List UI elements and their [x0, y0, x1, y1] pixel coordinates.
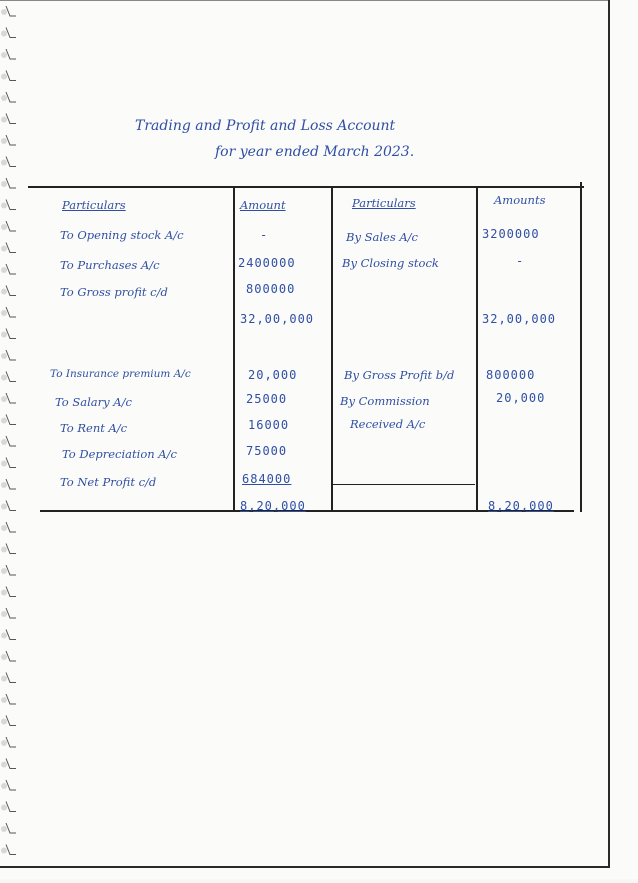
binding-hole [1, 31, 7, 37]
binding-mark [6, 264, 16, 274]
pl-left-total: 8,20,000 [240, 499, 306, 513]
binding-mark [6, 157, 16, 167]
header-particulars-left: Particulars [62, 198, 126, 212]
col-divider-right [580, 182, 582, 512]
account-title: Trading and Profit and Loss Account [135, 118, 396, 134]
binding-mark [6, 587, 16, 597]
pl-left-amount: 75000 [246, 444, 288, 458]
binding-mark [6, 716, 16, 726]
binding-hole [1, 375, 7, 381]
pl-right-amount: 800000 [486, 368, 536, 382]
account-subtitle: for year ended March 2023. [215, 144, 415, 160]
pl-left-particular: To Net Profit c/d [60, 475, 157, 489]
table-top-border [28, 186, 584, 188]
binding-mark [6, 415, 16, 425]
binding-mark [6, 49, 16, 59]
binding-hole [1, 783, 7, 789]
page-top-edge [0, 0, 610, 1]
binding-hole [1, 633, 7, 639]
trading-right-amount: 3200000 [482, 227, 540, 241]
binding-hole [1, 611, 7, 617]
binding-hole [1, 568, 7, 574]
binding-hole [1, 267, 7, 273]
trading-left-amount: 2400000 [238, 256, 296, 270]
binding-mark [6, 6, 16, 16]
binding-mark [6, 458, 16, 468]
pl-right-amount: 20,000 [496, 391, 546, 405]
trading-left-particular: To Opening stock A/c [60, 228, 184, 242]
pl-left-amount: 25000 [246, 392, 288, 406]
binding-hole [1, 439, 7, 445]
pl-left-amount: 20,000 [248, 368, 298, 382]
binding-mark [6, 479, 16, 489]
binding-mark [6, 221, 16, 231]
pl-left-amount: 684000 [242, 472, 292, 486]
pl-right-particular: By Gross Profit b/d [344, 368, 455, 382]
binding-mark [6, 694, 16, 704]
binding-mark [6, 651, 16, 661]
pl-left-particular: To Insurance premium A/c [50, 368, 191, 380]
pl-left-particular: To Depreciation A/c [62, 447, 177, 461]
binding-mark [6, 350, 16, 360]
pl-right-total: 8,20,000 [488, 499, 554, 513]
binding-hole [1, 9, 7, 15]
binding-mark [6, 28, 16, 38]
binding-hole [1, 160, 7, 166]
binding-mark [6, 114, 16, 124]
binding-mark [6, 673, 16, 683]
binding-hole [1, 74, 7, 80]
binding-hole [1, 504, 7, 510]
binding-hole [1, 138, 7, 144]
binding-hole [1, 461, 7, 467]
binding-mark [6, 544, 16, 554]
binding-hole [1, 848, 7, 854]
binding-hole [1, 95, 7, 101]
binding-hole [1, 525, 7, 531]
binding-mark [6, 243, 16, 253]
binding-hole [1, 654, 7, 660]
binding-mark [6, 92, 16, 102]
binding-hole [1, 740, 7, 746]
binding-mark [6, 307, 16, 317]
binding-mark [6, 737, 16, 747]
binding-hole [1, 826, 7, 832]
binding-hole [1, 719, 7, 725]
header-amounts-right: Amounts [494, 193, 546, 207]
binding-mark [6, 436, 16, 446]
binding-mark [6, 200, 16, 210]
header-amount-left: Amount [240, 198, 286, 212]
trading-right-total: 32,00,000 [482, 312, 557, 326]
binding-hole [1, 482, 7, 488]
pl-left-particular: To Salary A/c [55, 395, 132, 409]
spiral-binding [0, 0, 22, 879]
trading-left-particular: To Gross profit c/d [60, 285, 168, 299]
trading-right-particular: By Sales A/c [346, 230, 418, 244]
trading-left-total: 32,00,000 [240, 312, 315, 326]
binding-mark [6, 802, 16, 812]
trading-left-particular: To Purchases A/c [60, 258, 160, 272]
pl-left-amount: 16000 [248, 418, 290, 432]
binding-mark [6, 759, 16, 769]
bottom-margin-line [0, 866, 610, 868]
col-divider-3 [476, 186, 478, 512]
binding-mark [6, 286, 16, 296]
binding-mark [6, 780, 16, 790]
binding-hole [1, 353, 7, 359]
binding-hole [1, 805, 7, 811]
binding-mark [6, 845, 16, 855]
binding-mark [6, 608, 16, 618]
binding-hole [1, 203, 7, 209]
pl-left-particular: To Rent A/c [60, 421, 128, 435]
col-divider-2 [331, 186, 333, 512]
binding-hole [1, 52, 7, 58]
binding-mark [6, 565, 16, 575]
binding-mark [6, 372, 16, 382]
col-divider-1 [233, 186, 235, 512]
trading-right-amount: - [516, 254, 525, 268]
binding-mark [6, 393, 16, 403]
binding-mark [6, 71, 16, 81]
binding-hole [1, 590, 7, 596]
binding-mark [6, 178, 16, 188]
binding-mark [6, 823, 16, 833]
binding-hole [1, 676, 7, 682]
binding-mark [6, 522, 16, 532]
binding-hole [1, 246, 7, 252]
right-margin-line [608, 0, 610, 868]
binding-hole [1, 762, 7, 768]
pl-right-particular: Received A/c [350, 417, 426, 431]
binding-hole [1, 418, 7, 424]
binding-hole [1, 332, 7, 338]
binding-hole [1, 697, 7, 703]
header-particulars-right: Particulars [352, 196, 416, 210]
binding-hole [1, 396, 7, 402]
binding-hole [1, 224, 7, 230]
binding-mark [6, 329, 16, 339]
binding-hole [1, 117, 7, 123]
trading-left-amount: 800000 [246, 282, 296, 296]
trading-right-particular: By Closing stock [342, 256, 439, 270]
binding-mark [6, 501, 16, 511]
binding-mark [6, 630, 16, 640]
pl-total-line [333, 484, 475, 485]
binding-hole [1, 310, 7, 316]
trading-left-amount: - [260, 228, 269, 242]
binding-hole [1, 547, 7, 553]
binding-mark [6, 135, 16, 145]
binding-hole [1, 181, 7, 187]
binding-hole [1, 289, 7, 295]
pl-right-particular: By Commission [340, 394, 430, 408]
